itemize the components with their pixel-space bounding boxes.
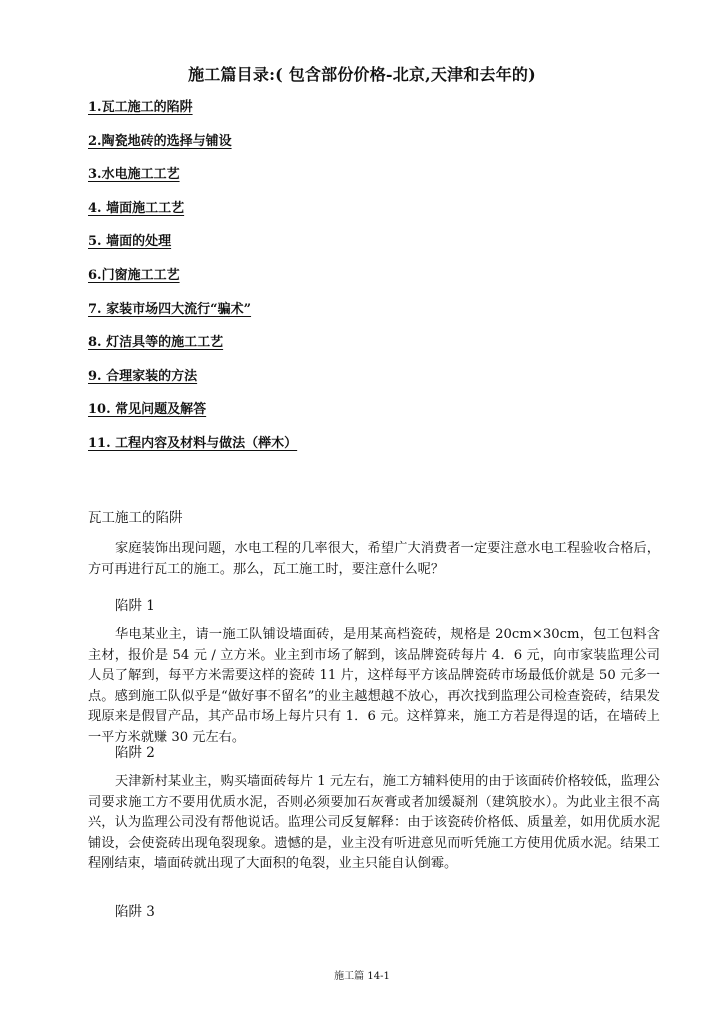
toc-link-8[interactable]: 8. 灯洁具等的施工工艺	[88, 335, 224, 351]
section-heading: 瓦工施工的陷阱	[88, 510, 183, 526]
page-title: 施工篇目录:( 包含部份价格-北京,天津和去年的)	[188, 65, 536, 84]
trap-1-paragraph: 华电某业主，请一施工队铺设墙面砖，是用某高档瓷砖，规格是 20cm×30cm，包工包料含主材，报价是 54 元 / 立方米。业主到市场了解到，该品牌瓷砖每片 4．6 元，向市家装监理公司人员了解到，每平方米需要这样的瓷砖 11 片，这样每平方该品牌瓷砖市场最低价就是 50 元多一点。感到施工队似乎是“做好事不留名”的业主越想越不放心，再次找到监理公司检查瓷砖，结果发现原来是假冒产品，其产品市场上每片只有 1．6 元。这样算来，施工方若是得逞的话，在墙砖上一平方米就赚 30 元左右。	[88, 627, 660, 745]
trap-3-label: 陷阱 3	[115, 904, 155, 920]
toc-link-11[interactable]: 11. 工程内容及材料与做法（榉木）	[88, 435, 298, 451]
toc-link-9[interactable]: 9. 合理家装的方法	[88, 368, 198, 384]
toc-link-2[interactable]: 2.陶瓷地砖的选择与铺设	[88, 133, 232, 149]
toc-item	[88, 298, 297, 332]
toc-link-6[interactable]: 6.门窗施工工艺	[88, 267, 180, 283]
toc-link-1[interactable]: 1.瓦工施工的陷阱	[88, 100, 193, 115]
toc-item	[88, 197, 297, 231]
toc-item	[88, 365, 297, 399]
toc-item	[88, 264, 297, 298]
toc-link-10[interactable]: 10. 常见问题及解答	[88, 402, 207, 418]
trap-2-label: 陷阱 2	[115, 745, 155, 761]
toc-item	[88, 398, 297, 432]
toc-link-3[interactable]: 3.水电施工工艺	[88, 167, 180, 183]
trap-2-paragraph: 天津新村某业主，购买墙面砖每片 1 元左右，施工方辅料使用的由于该面砖价格较低，监理公司要求施工方不要用优质水泥，否则必须要加石灰膏或者加缓凝剂（建筑胶水）。为此业主很不高兴，认为监理公司没有帮他说话。监理公司反复解释：由于该瓷砖价格低、质量差，如用优质水泥铺设，会使瓷砖出现龟裂现象。遗憾的是，业主没有听进意见而听凭施工方使用优质水泥。结果工程刚结束，墙面砖就出现了大面积的龟裂，业主只能自认倒霉。	[88, 774, 660, 872]
toc-link-5[interactable]: 5. 墙面的处理	[88, 234, 172, 250]
trap-1-label: 陷阱 1	[115, 598, 155, 614]
toc-item	[88, 163, 297, 197]
table-of-contents	[88, 96, 297, 466]
toc-item	[88, 230, 297, 264]
toc-link-7[interactable]: 7. 家装市场四大流行“骗术”	[88, 301, 252, 317]
toc-item	[88, 96, 297, 130]
toc-item	[88, 331, 297, 365]
page-footer: 施工篇 14-1	[334, 971, 390, 982]
toc-item	[88, 130, 297, 164]
intro-paragraph: 家庭装饰出现问题，水电工程的几率很大，希望广大消费者一定要注意水电工程验收合格后，方可再进行瓦工的施工。那么，瓦工施工时，要注意什么呢？	[88, 541, 660, 577]
toc-link-4[interactable]: 4. 墙面施工工艺	[88, 200, 185, 216]
toc-item	[88, 432, 297, 466]
